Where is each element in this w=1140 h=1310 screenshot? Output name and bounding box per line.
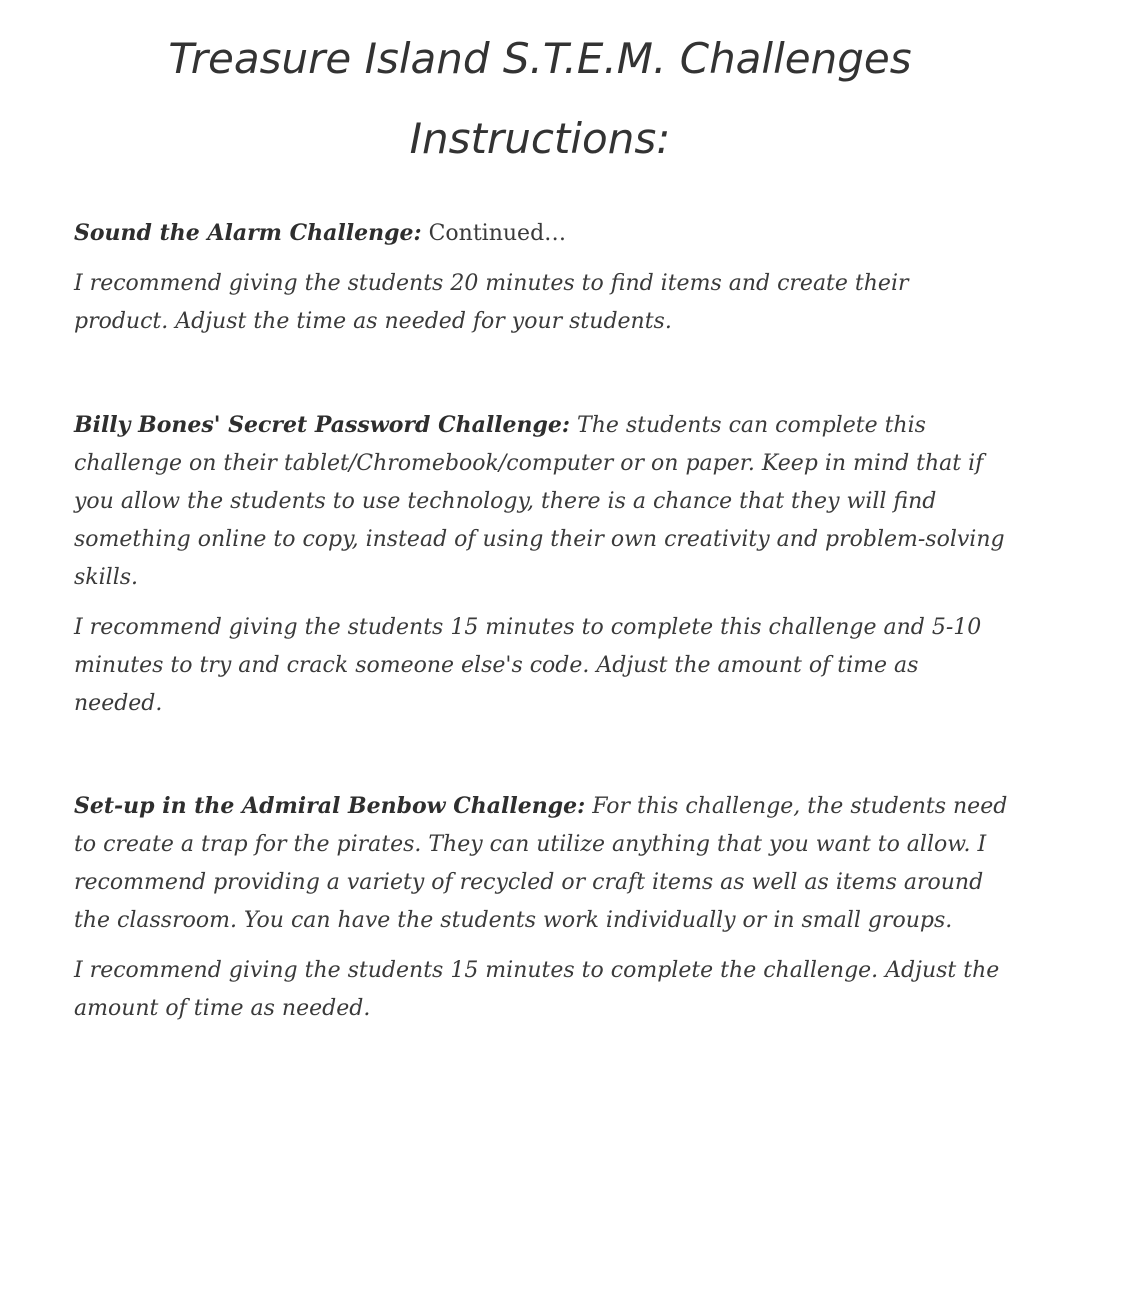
document-subtitle: Instructions: (409, 114, 671, 163)
section-paragraph: I recommend giving the students 20 minutes to find items and create their product. Adjust the time as needed for your students. (74, 271, 909, 334)
section-admiral-benbow (74, 787, 1009, 1028)
section-heading: Sound the Alarm Challenge: (74, 220, 422, 246)
section-heading: Set-up in the Admiral Benbow Challenge: (74, 793, 586, 819)
section-intro (74, 406, 1009, 597)
section-secret-password (74, 406, 1009, 723)
section-heading-tail: The students can complete this challenge on their tablet/Chromebook/computer or on paper. Keep in mind that if you allow the students to use technology, there is a chance that they will find something online to copy, instead of using their own creativity and problem-solving skills. (74, 413, 1005, 590)
section-intro (74, 214, 1009, 253)
section-paragraph: I recommend giving the students 15 minutes to complete this challenge and 5-10 minutes to try and crack someone else's code. Adjust the amount of time as needed. (74, 615, 982, 716)
section-heading-tail: For this challenge, the students need to create a trap for the pirates. They can utilize anything that you want to allow. I recommend providing a variety of recycled or craft items as well as items around the classroom. You can have the students work individually or in small groups. (74, 794, 1008, 933)
document-title: Treasure Island S.T.E.M. Challenges (168, 34, 912, 83)
section-paragraph: I recommend giving the students 15 minutes to complete the challenge. Adjust the amount of time as needed. (74, 958, 1000, 1021)
section-heading: Billy Bones' Secret Password Challenge: (74, 412, 571, 438)
section-heading-tail: Continued… (421, 221, 567, 246)
section-sound-the-alarm (74, 214, 1009, 341)
section-intro (74, 787, 1009, 940)
